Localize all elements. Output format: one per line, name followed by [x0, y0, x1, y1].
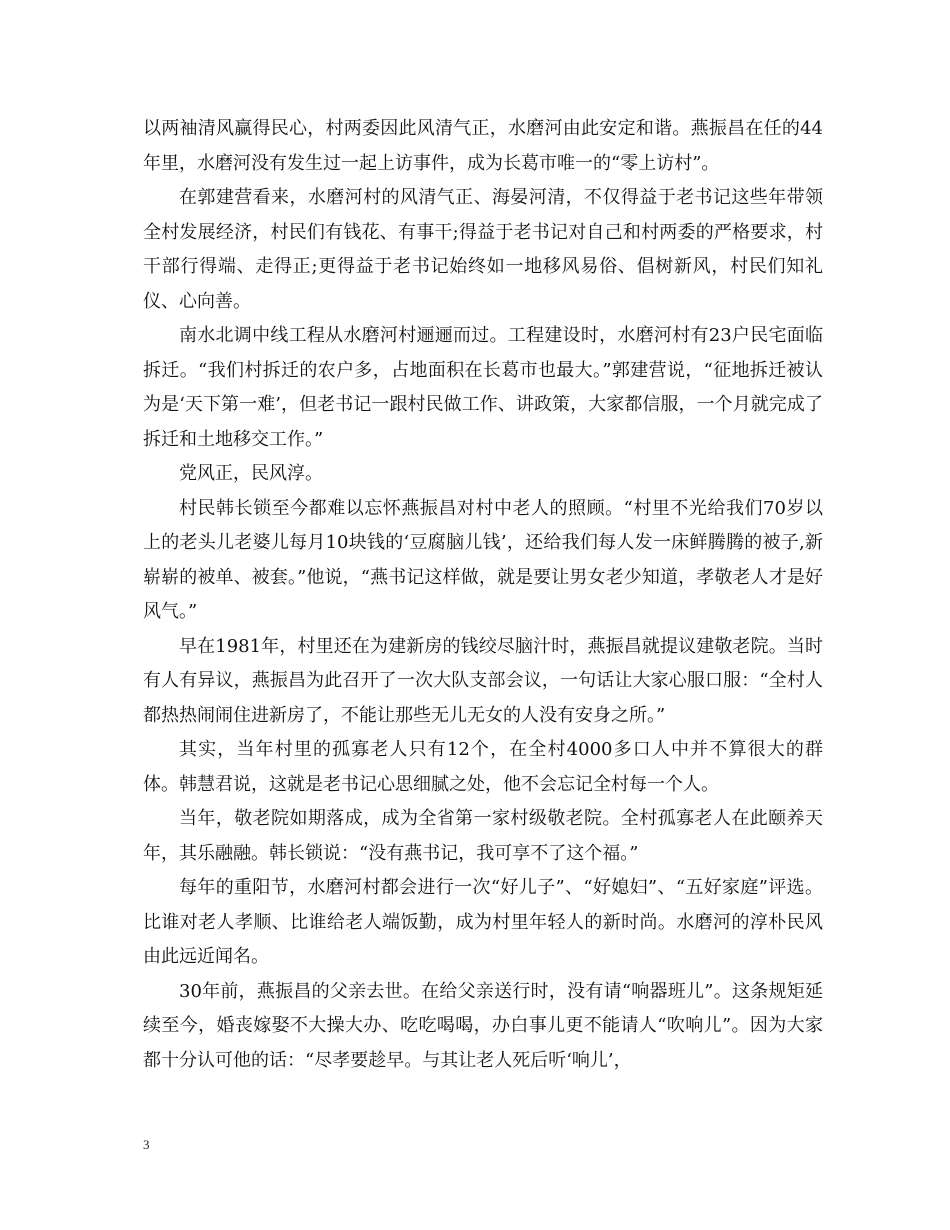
paragraph-4: 党风正，民风淳。 [179, 463, 323, 484]
paragraph-3: 南水北调中线工程从水磨河村逦逦而过。工程建设时，水磨河村有23户民宅面临拆迁。“我们村拆迁的农户多，占地面积在长葛市也最大。”郭建营说，“征地拆迁被认为是‘天下第一难’，但老书记一跟村民做工作、讲政策，大家都信服，一个月就完成了拆迁和土地移交工作。” [143, 325, 823, 450]
paragraph-9: 每年的重阳节，水磨河村都会进行一次“好儿子”、“好媳妇”、“五好家庭”评选。比谁对老人孝顺、比谁给老人端饭勤，成为村里年轻人的新时尚。水磨河的淳朴民风由此远近闻名。 [143, 877, 823, 967]
paragraph-6: 早在1981年，村里还在为建新房的钱绞尽脑汁时，燕振昌就提议建敬老院。当时有人有异议，燕振昌为此召开了一次大队支部会议，一句话让大家心服口服：“全村人都热热闹闹住进新房了，不能让那些无儿无女的人没有安身之所。” [143, 635, 823, 726]
page-number: 3 [143, 1137, 150, 1152]
paragraph-10: 30年前，燕振昌的父亲去世。在给父亲送行时，没有请“响器班儿”。这条规矩延续至今，婚丧嫁娶不大操大办、吃吃喝喝，办白事儿更不能请人“吹响儿”。因为大家都十分认可他的话：“尽孝要趁早。与其让老人死后听‘响儿’， [143, 980, 823, 1071]
paragraph-1: 以两袖清风赢得民心，村两委因此风清气正，水磨河由此安定和谐。燕振昌在任的44年里，水磨河没有发生过一起上访事件，成为长葛市唯一的“零上访村”。 [143, 118, 823, 174]
paragraph-5: 村民韩长锁至今都难以忘怀燕振昌对村中老人的照顾。“村里不光给我们70岁以上的老头儿老婆儿每月10块钱的‘豆腐脑儿钱’，还给我们每人发一床鲜腾腾的被子,新崭崭的被单、被套。”他说，“燕书记这样做，就是要让男女老少知道，孝敬老人才是好风气。” [143, 497, 823, 622]
body-text [143, 112, 823, 1078]
paragraph-7: 其实，当年村里的孤寡老人只有12个，在全村4000多口人中并不算很大的群体。韩慧君说，这就是老书记心思细腻之处，他不会忘记全村每一个人。 [143, 739, 823, 795]
paragraph-8: 当年，敬老院如期落成，成为全省第一家村级敬老院。全村孤寡老人在此颐养天年，其乐融融。韩长锁说：“没有燕书记，我可享不了这个福。” [143, 808, 823, 864]
paragraph-2: 在郭建营看来，水磨河村的风清气正、海晏河清，不仅得益于老书记这些年带领全村发展经济，村民们有钱花、有事干;得益于老书记对自己和村两委的严格要求，村干部行得端、走得正;更得益于老书记始终如一地移风易俗、倡树新风，村民们知礼仪、心向善。 [143, 187, 823, 312]
